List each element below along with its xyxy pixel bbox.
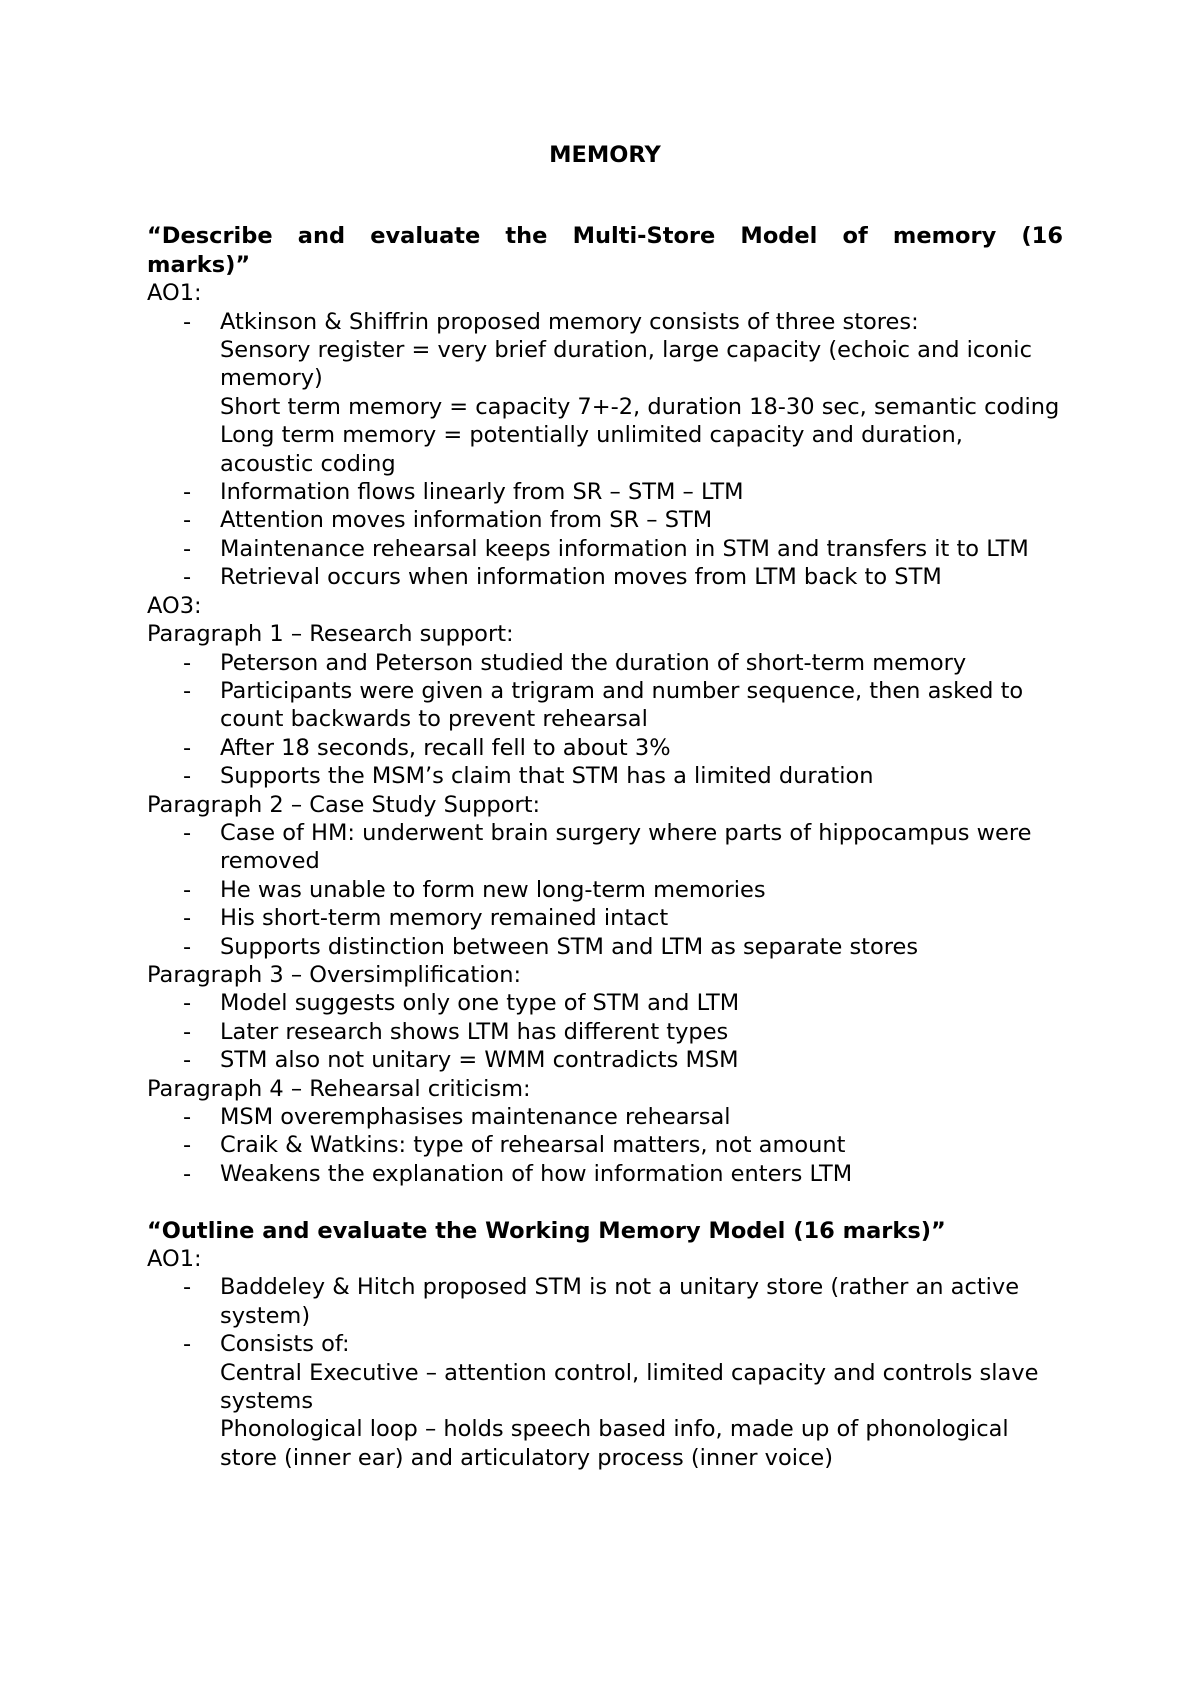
sub-point: Short term memory = capacity 7+-2, duration 18-30 sec, semantic coding <box>220 393 1060 420</box>
essay-question: “Outline and evaluate the Working Memory Model (16 marks)” <box>147 1217 946 1244</box>
sub-point: Long term memory = potentially unlimited capacity and duration, acoustic coding <box>220 422 963 477</box>
ao3-label: AO3: <box>147 592 202 619</box>
list-item: - Atkinson & Shiffrin proposed memory consists of three stores: Sensory register = very brief duration, large capacity (echoic and iconic memory) Short term memory = capacity 7+-2, duration 18-30 sec, semantic coding Long term memory = potentially unlimited capacity and duration, acoustic coding <box>147 308 1063 478</box>
ao1-label: AO1: <box>147 280 202 307</box>
list-item: - Consists of: Central Executive – attention control, limited capacity and controls slave systems Phonological loop – holds speech based info, made up of phonological store (inner ear) and articulatory process (inner voice) <box>147 1330 1063 1472</box>
list-item: - His short-term memory remained intact <box>147 904 1063 932</box>
list-item: - Baddeley & Hitch proposed STM is not a unitary store (rather an active system) <box>147 1273 1063 1330</box>
essay-question: “Describe and evaluate the Multi-Store Model of memory (16 marks)” <box>147 223 1063 278</box>
list-item: - Retrieval occurs when information moves from LTM back to STM <box>147 563 1063 591</box>
paragraph-3-list <box>147 989 1063 1074</box>
list-item: - Weakens the explanation of how information enters LTM <box>147 1160 1063 1188</box>
paragraph-heading: Paragraph 2 – Case Study Support: <box>147 791 541 818</box>
list-item: - He was unable to form new long-term memories <box>147 876 1063 904</box>
list-item: - STM also not unitary = WMM contradicts MSM <box>147 1046 1063 1074</box>
sub-point: Central Executive – attention control, limited capacity and controls slave systems <box>220 1359 1039 1415</box>
paragraph-4-list <box>147 1103 1063 1188</box>
section-working-memory-model <box>147 1217 1063 1473</box>
ao1-list <box>147 1273 1063 1472</box>
list-item: - Information flows linearly from SR – STM – LTM <box>147 478 1063 506</box>
paragraph-heading: Paragraph 3 – Oversimplification: <box>147 961 522 988</box>
sub-point: Phonological loop – holds speech based info, made up of phonological store (inner ear) and articulatory process (inner voice) <box>220 1416 1009 1471</box>
blank-line <box>147 1188 1063 1216</box>
document-title: MEMORY <box>549 142 661 168</box>
list-item: - Attention moves information from SR – STM <box>147 506 1063 534</box>
ao1-label: AO1: <box>147 1246 202 1273</box>
list-item: - Maintenance rehearsal keeps information in STM and transfers it to LTM <box>147 535 1063 563</box>
list-item: - Supports distinction between STM and LTM as separate stores <box>147 933 1063 961</box>
list-item: - Peterson and Peterson studied the duration of short-term memory <box>147 649 1063 677</box>
paragraph-heading: Paragraph 4 – Rehearsal criticism: <box>147 1075 531 1102</box>
sub-point: Sensory register = very brief duration, large capacity (echoic and iconic memory) <box>220 337 1032 392</box>
paragraph-2-list <box>147 819 1063 961</box>
paragraph-1-list <box>147 649 1063 791</box>
list-item: - After 18 seconds, recall fell to about 3% <box>147 734 1063 762</box>
list-item: - Later research shows LTM has different types <box>147 1018 1063 1046</box>
list-item: - Participants were given a trigram and number sequence, then asked to count backwards to prevent rehearsal <box>147 677 1063 734</box>
list-item: - Supports the MSM’s claim that STM has a limited duration <box>147 762 1063 790</box>
list-item: - MSM overemphasises maintenance rehearsal <box>147 1103 1063 1131</box>
list-item: - Model suggests only one type of STM and LTM <box>147 989 1063 1017</box>
ao1-list <box>147 308 1063 592</box>
paragraph-heading: Paragraph 1 – Research support: <box>147 621 514 648</box>
list-item: - Case of HM: underwent brain surgery where parts of hippocampus were removed <box>147 819 1063 876</box>
list-item: - Craik & Watkins: type of rehearsal matters, not amount <box>147 1131 1063 1159</box>
section-multi-store-model <box>147 222 1063 1188</box>
